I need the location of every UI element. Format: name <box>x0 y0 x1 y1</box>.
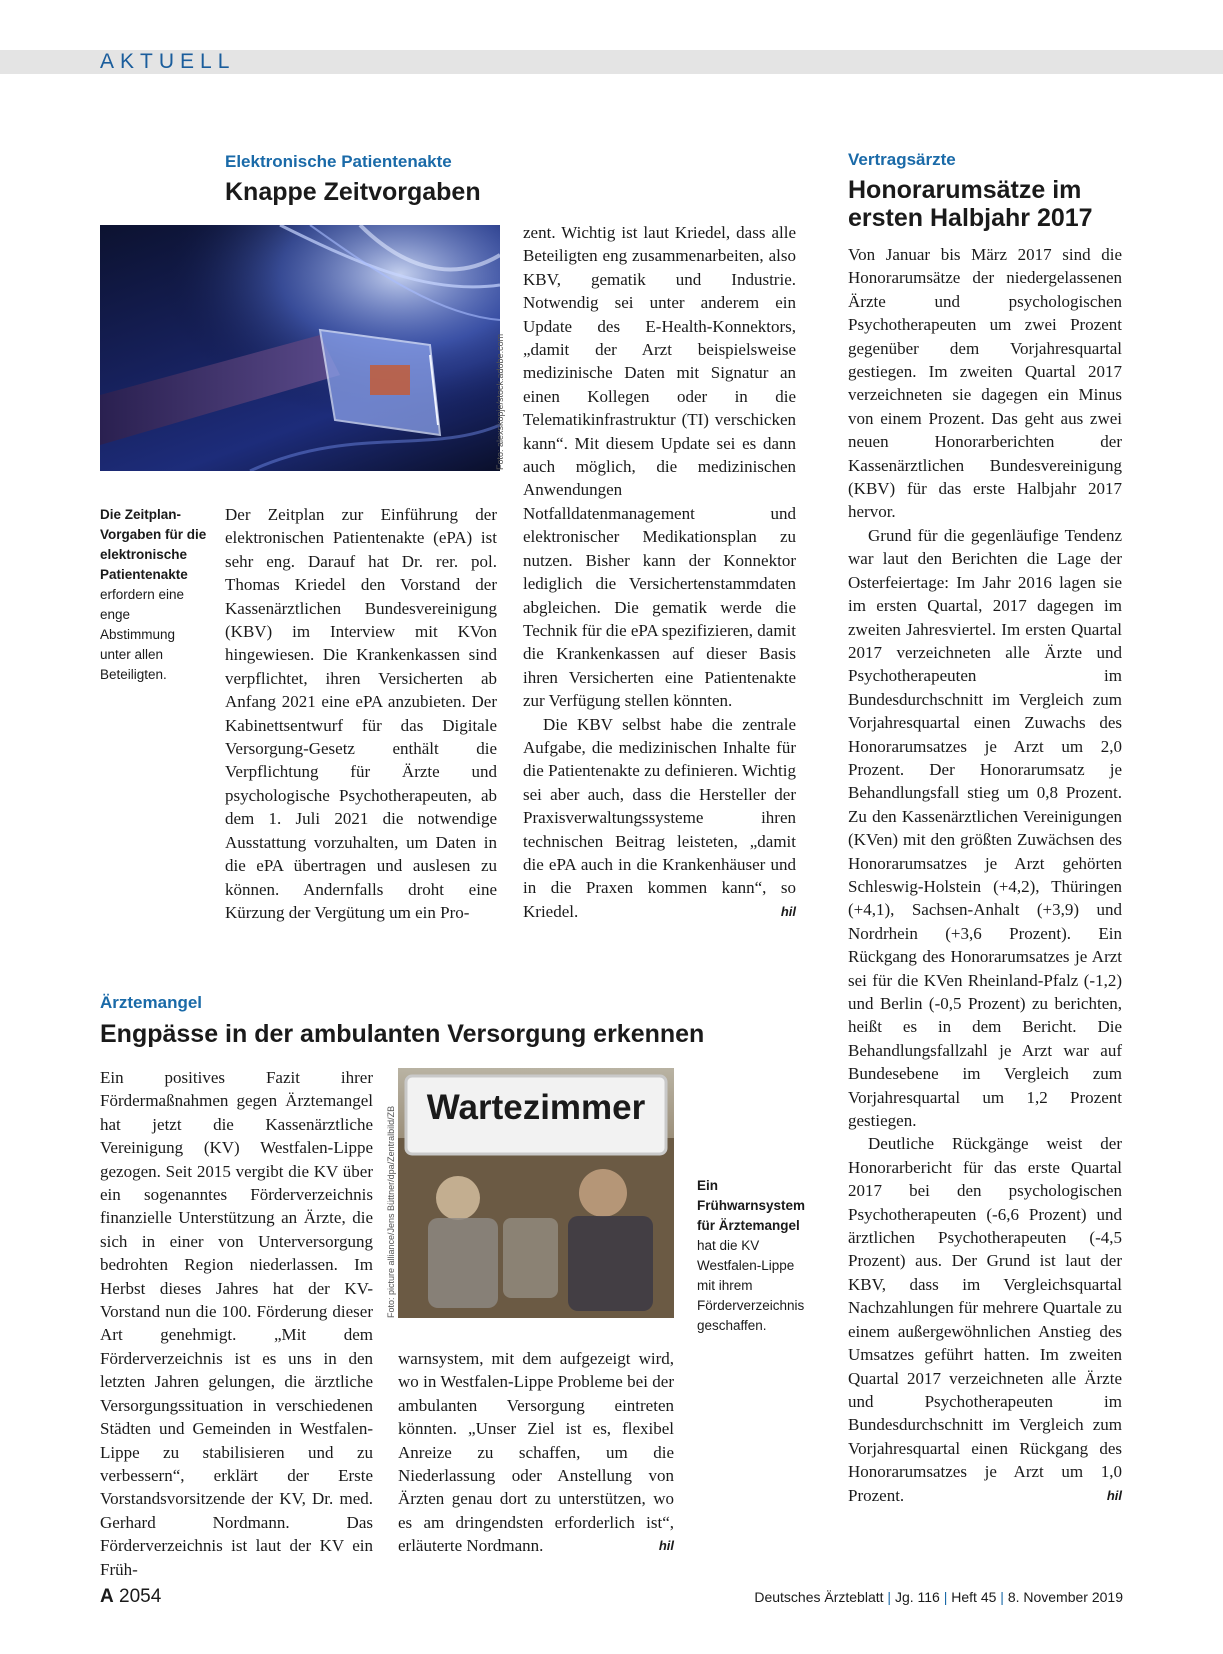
article1-kicker: Elektronische Patientenakte <box>225 152 452 171</box>
article2-signature: hil <box>1106 1487 1122 1503</box>
article1-col2-p1: zent. Wichtig ist laut Kriedel, dass alle Beteiligten eng zusammenarbeiten, also KBV, gematik und Industrie. Notwendig sei unter anderem ein Update des E-Health-Konnektors, „damit der Arzt beispielsweise medizinische Daten mit Signatur an einen Kollegen oder in die Telematikinfrastruktur (TI) verschicken kann“. Mit diesem Update sei es dann auch möglich, die medizinischen Anwendungen Notfalldatenmanagement und elektronischer Medikationsplan zu nutzen. Bisher kann der Konnektor lediglich die Versichertenstammdaten abgleichen. Die gematik werde die Technik für die ePA spezifizieren, damit die Krankenkassen auf dieser Basis ihren Versicherten eine Patientenakte zur Verfügung stellen könnten. <box>523 223 796 711</box>
article3-caption <box>697 1176 809 1336</box>
article3-headline: Engpässe in der ambulanten Versorgung erkennen <box>100 1020 705 1048</box>
article2-p3: Deutliche Rückgänge weist der Honorarbericht für das erste Quartal 2017 bei den psychologischen Psychotherapeuten (-6,6 Prozent) und ärztlichen Psychotherapeuten (-4,5 Prozent) aus. Der Grund ist laut der KBV, dass im Vergleichsquartal Nachzahlungen für mehrere Quartale zu einem außergewöhnlichen Anstieg des Umsatzes geführt hatten. Im zweiten Quartal 2017 verzeichneten alle Ärzte und Psychotherapeuten im Bundesdurchschnitt im Vergleich zum Vorjahresquartal einen Rückgang des Honorarumsatzes je Arzt um 1,0 Prozent. hil <box>848 1132 1122 1507</box>
journal-issue: Heft 45 <box>951 1589 997 1605</box>
page-number-value: 2054 <box>119 1586 162 1607</box>
article1-col2-p2: Die KBV selbst habe die zentrale Aufgabe, die medizinischen Inhalte für die Patientenakte zu definieren. Wichtig sei aber auch, dass die Hersteller der Praxisverwaltungssysteme ihren technischen Beitrag leisteten, „damit die ePA auch in die Krankenhäuser und in die Praxen kommen kann“, so Kriedel. hil <box>523 713 796 924</box>
journal-separator: | <box>1000 1589 1008 1605</box>
section-label: AKTUELL <box>100 50 236 73</box>
article3-signature: hil <box>658 1538 674 1554</box>
article2-kicker: Vertragsärzte <box>848 150 956 169</box>
article3-caption-bold: Ein Frühwarnsystem für Ärztemangel <box>697 1178 806 1233</box>
journal-info <box>754 1589 1123 1605</box>
article1-caption-rest: erfordern eine enge Abstimmung unter allen Beteiligten. <box>100 587 185 682</box>
article3-column2 <box>398 1347 674 1558</box>
article1-caption <box>100 505 208 685</box>
article1-column2 <box>523 221 796 923</box>
page-prefix: A <box>100 1586 114 1607</box>
article2-p1: Von Januar bis März 2017 sind die Honorarumsätze der niedergelassenen Ärzte und psychologischen Psychotherapeuten um zwei Prozent gegenüber dem Vorjahresquartal gestiegen. Im zweiten Quartal 2017 verzeichneten sie dagegen ein Minus von einem Prozent. Das geht aus zwei neuen Honorarberichten der Kassenärztlichen Bundesvereinigung (KBV) für das erste Halbjahr 2017 hervor. <box>848 245 1122 522</box>
ethernet-cable-illustration <box>100 225 500 471</box>
page-number <box>100 1586 161 1608</box>
article3-caption-rest: hat die KV Westfalen-Lippe mit ihrem Förderverzeichnis geschaffen. <box>697 1238 805 1333</box>
article3-col1-text: Ein positives Fazit ihrer Fördermaßnahmen gegen Ärztemangel hat jetzt die Kassenärztliche Vereinigung (KV) Westfalen-Lippe gezogen. Seit 2015 vergibt die KV über ein sogenanntes Förderverzeichnis finanzielle Unterstützung an Ärzte, die sich in einer von Unterversorgung bedrohten Region niederlassen. Im Herbst dieses Jahres hat der KV-Vorstand nun die 100. Förderung dieser Art genehmigt. „Mit dem Förderverzeichnis ist es uns in den letzten Jahren gelungen, die ärztliche Versorgungssituation in verschiedenen Städten und Gemeinden in Westfalen-Lippe zu stabilisieren und zu verbessern“, erklärt der Erste Vorstandsvorsitzende der KV, Dr. med. Gerhard Nordmann. Das Förderverzeichnis ist laut der KV ein Früh- <box>100 1068 373 1579</box>
article1-headline: Knappe Zeitvorgaben <box>225 178 481 206</box>
journal-separator: | <box>943 1589 952 1605</box>
waiting-room-sign-text: Wartezimmer <box>426 1088 646 1127</box>
article2-headline: Honorarumsätze im ersten Halbjahr 2017 <box>848 176 1093 232</box>
journal-date: 8. November 2019 <box>1007 1589 1123 1605</box>
article3-kicker: Ärztemangel <box>100 993 203 1012</box>
article3-col2-text: warnsystem, mit dem aufgezeigt wird, wo in Westfalen-Lippe Probleme bei der ambulanten Versorgung eintreten könnten. „Unser Ziel ist es, flexibel Anreize zu schaffen, um die Niederlassung oder Anstellung von Ärzten genau dort zu unterstützen, wo es am dringendsten erforderlich ist“, erläuterte Nordmann. hil <box>398 1347 674 1558</box>
waiting-room-photo <box>398 1068 674 1318</box>
article2-p2: Grund für die gegenläufige Tendenz war laut den Berichten die Lage der Osterfeiertage: Im Jahr 2016 lagen sie im ersten Quartal, 2017 dagegen im zweiten Jahresviertel. Im ersten Quartal 2017 verzeichneten alle Ärzte und Psychotherapeuten im Bundesdurchschnitt im Vergleich zum Vorjahresquartal einen Zuwachs des Honorarumsatzes je Arzt um 2,0 Prozent. Der Honorarumsatz je Behandlungsfall stieg um 0,8 Prozent. Zu den Kassenärztlichen Vereinigungen (KVen) mit den größten Zuwächsen des Honorarumsatzes je Arzt gehörten Schleswig-Holstein (+4,2), Thüringen (+4,1), Sachsen-Anhalt (+3,9) und Nordrhein (+3,6 Prozent). Ein Rückgang des Honorarumsatzes je Arzt sei für die KVen Rheinland-Pfalz (-1,2) und Berlin (-0,5 Prozent) zu berichten, heißt es in dem Bericht. Die Behandlungsfallzahl je Arzt war auf Bundesebene im Vergleich zum Vorjahresquartal um 1,2 Prozent gestiegen. <box>848 525 1122 1131</box>
ethernet-cable-photo <box>100 225 500 471</box>
article1-signature: hil <box>780 903 796 919</box>
article1-caption-bold: Die Zeitplan-Vorgaben für die elektronische Patientenakte <box>100 507 207 582</box>
journal-name: Deutsches Ärzteblatt <box>754 1589 884 1605</box>
article1-column1 <box>225 503 497 924</box>
article3-photo-credit: Foto: picture alliance/Jens Büttner/dpa/Zentralbild/ZB <box>386 1105 396 1318</box>
article2-body <box>848 243 1122 1507</box>
article3-column1 <box>100 1066 373 1581</box>
article1-col1-text: Der Zeitplan zur Einführung der elektronischen Patientenakte (ePA) ist sehr eng. Darauf hat Dr. rer. pol. Thomas Kriedel den Vorstand der Kassenärztlichen Bundesvereinigung (KBV) im Interview mit KVon hingewiesen. Die Krankenkassen sind verpflichtet, ihren Versicherten ab Anfang 2021 eine ePA anzubieten. Der Kabinettsentwurf für das Digitale Versorgung-Gesetz enthält die Verpflichtung für Ärzte und psychologische Psychotherapeuten, ab dem 1. Juli 2021 die notwendige Ausstattung vorzuhalten, um Daten in die ePA übertragen und auslesen zu können. Andernfalls droht eine Kürzung der Vergütung um ein Pro- <box>225 505 497 922</box>
journal-volume: Jg. 116 <box>894 1589 940 1605</box>
article1-photo-credit: Foto: alexskopje/stock.adobe.com <box>495 333 505 470</box>
journal-separator: | <box>887 1589 895 1605</box>
